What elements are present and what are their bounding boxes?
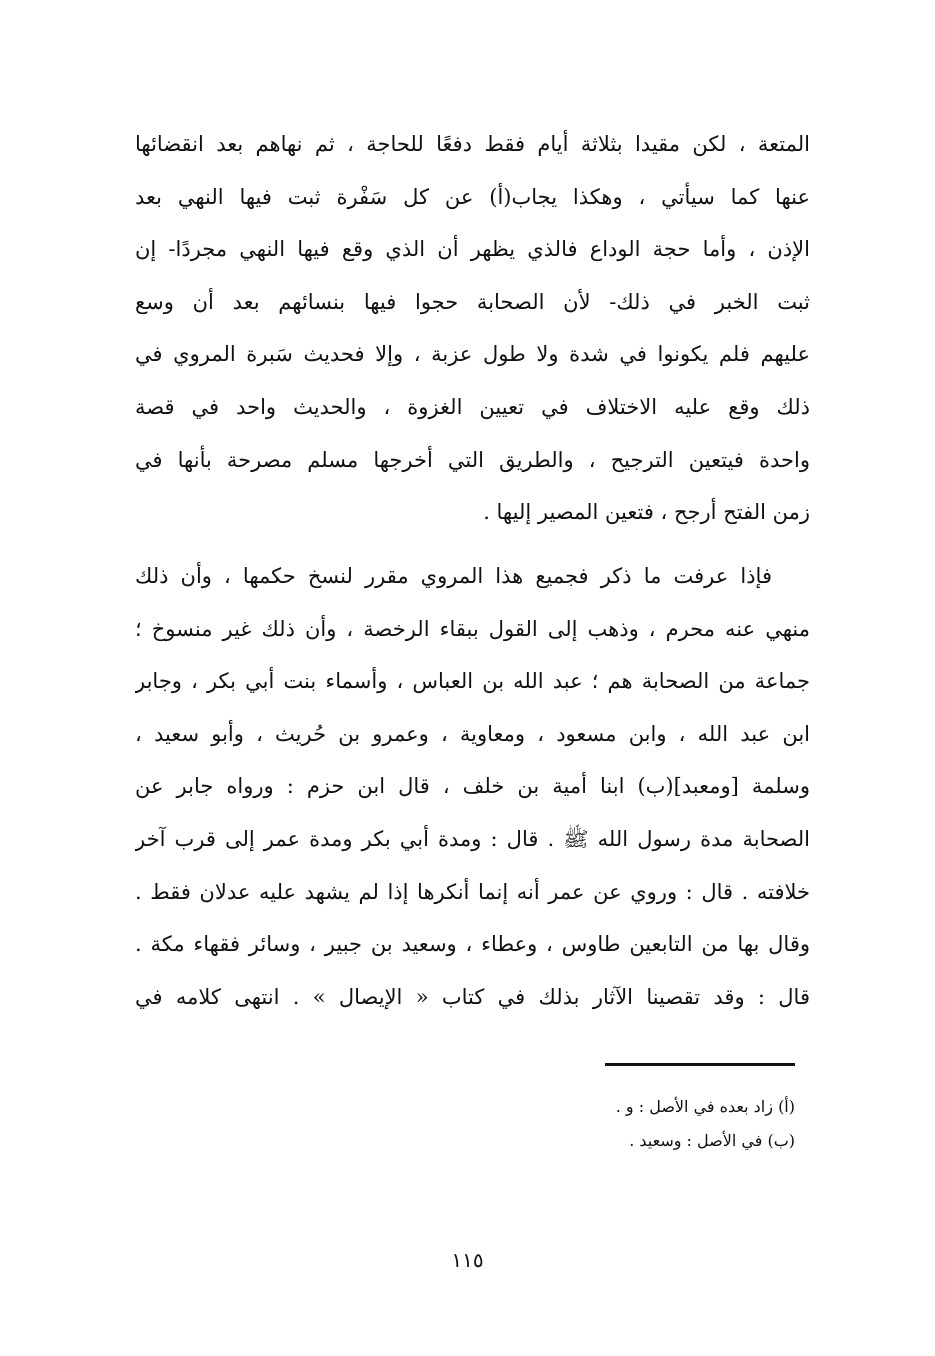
text-line: عنها كما سيأتي ، وهكذا يجاب(أ) عن كل سَفْرة ثبت فيها النهي بعد (135, 184, 810, 209)
text-line: الصحابة مدة رسول الله ﷺ . قال : ومدة أبي بكر ومدة عمر إلى قرب آخر (135, 826, 810, 851)
text-line: واحدة فيتعين الترجيح ، والطريق التي أخرجها مسلم مصرحة بأنها في (135, 447, 810, 472)
text-line: جماعة من الصحابة هم ؛ عبد الله بن العباس ، وأسماء بنت أبي بكر ، وجابر (135, 669, 810, 694)
text-line: المتعة ، لكن مقيدا بثلاثة أيام فقط دفعًا للحاجة ، ثم نهاهم بعد انقضائها (135, 132, 810, 156)
text-line: ذلك وقع عليه الاختلاف في تعيين الغزوة ، والحديث واحد في قصة (135, 394, 810, 419)
paragraph-1 (135, 118, 810, 539)
text-line: ابن عبد الله ، وابن مسعود ، ومعاوية ، وعمرو بن حُريث ، وأبو سعيد ، (135, 721, 810, 746)
footnote-b: (ب) في الأصل : وسعيد . (629, 1131, 795, 1150)
text-line: وقال بها من التابعين طاوس ، وعطاء ، وسعيد بن جبير ، وسائر فقهاء مكة . (135, 932, 810, 957)
page-number: ١١٥ (451, 1248, 484, 1272)
text-line: وسلمة [ومعبد](ب) ابنا أمية بن خلف ، قال ابن حزم : ورواه جابر عن (135, 774, 810, 799)
text-line: قال : وقد تقصينا الآثار بذلك في كتاب « الإيصال » . انتهى كلامه في (135, 984, 810, 1009)
text-line: خلافته . قال : وروي عن عمر أنه إنما أنكرها إذا لم يشهد عليه عدلان فقط . (135, 879, 810, 904)
text-line: زمن الفتح أرجح ، فتعين المصير إليها . (483, 500, 810, 525)
text-line: فإذا عرفت ما ذكر فجميع هذا المروي مقرر لنسخ حكمها ، وأن ذلك (135, 564, 772, 588)
text-line: عليهم فلم يكونوا في شدة ولا طول عزبة ، وإلا فحديث سَبرة المروي في (135, 342, 810, 367)
text-line: الإذن ، وأما حجة الوداع فالذي يظهر أن الذي وقع فيها النهي مجردًا- إن (135, 237, 810, 262)
footnotes (400, 1090, 795, 1158)
text-line: ثبت الخبر في ذلك- لأن الصحابة حجوا فيها بنسائهم بعد أن وسع (135, 289, 810, 314)
text-line: منهي عنه محرم ، وذهب إلى القول ببقاء الرخصة ، وأن ذلك غير منسوخ ؛ (135, 616, 810, 641)
footnote-a: (أ) زاد بعده في الأصل : و . (615, 1097, 795, 1116)
footnote-divider (605, 1063, 795, 1066)
paragraph-2 (135, 550, 810, 1023)
